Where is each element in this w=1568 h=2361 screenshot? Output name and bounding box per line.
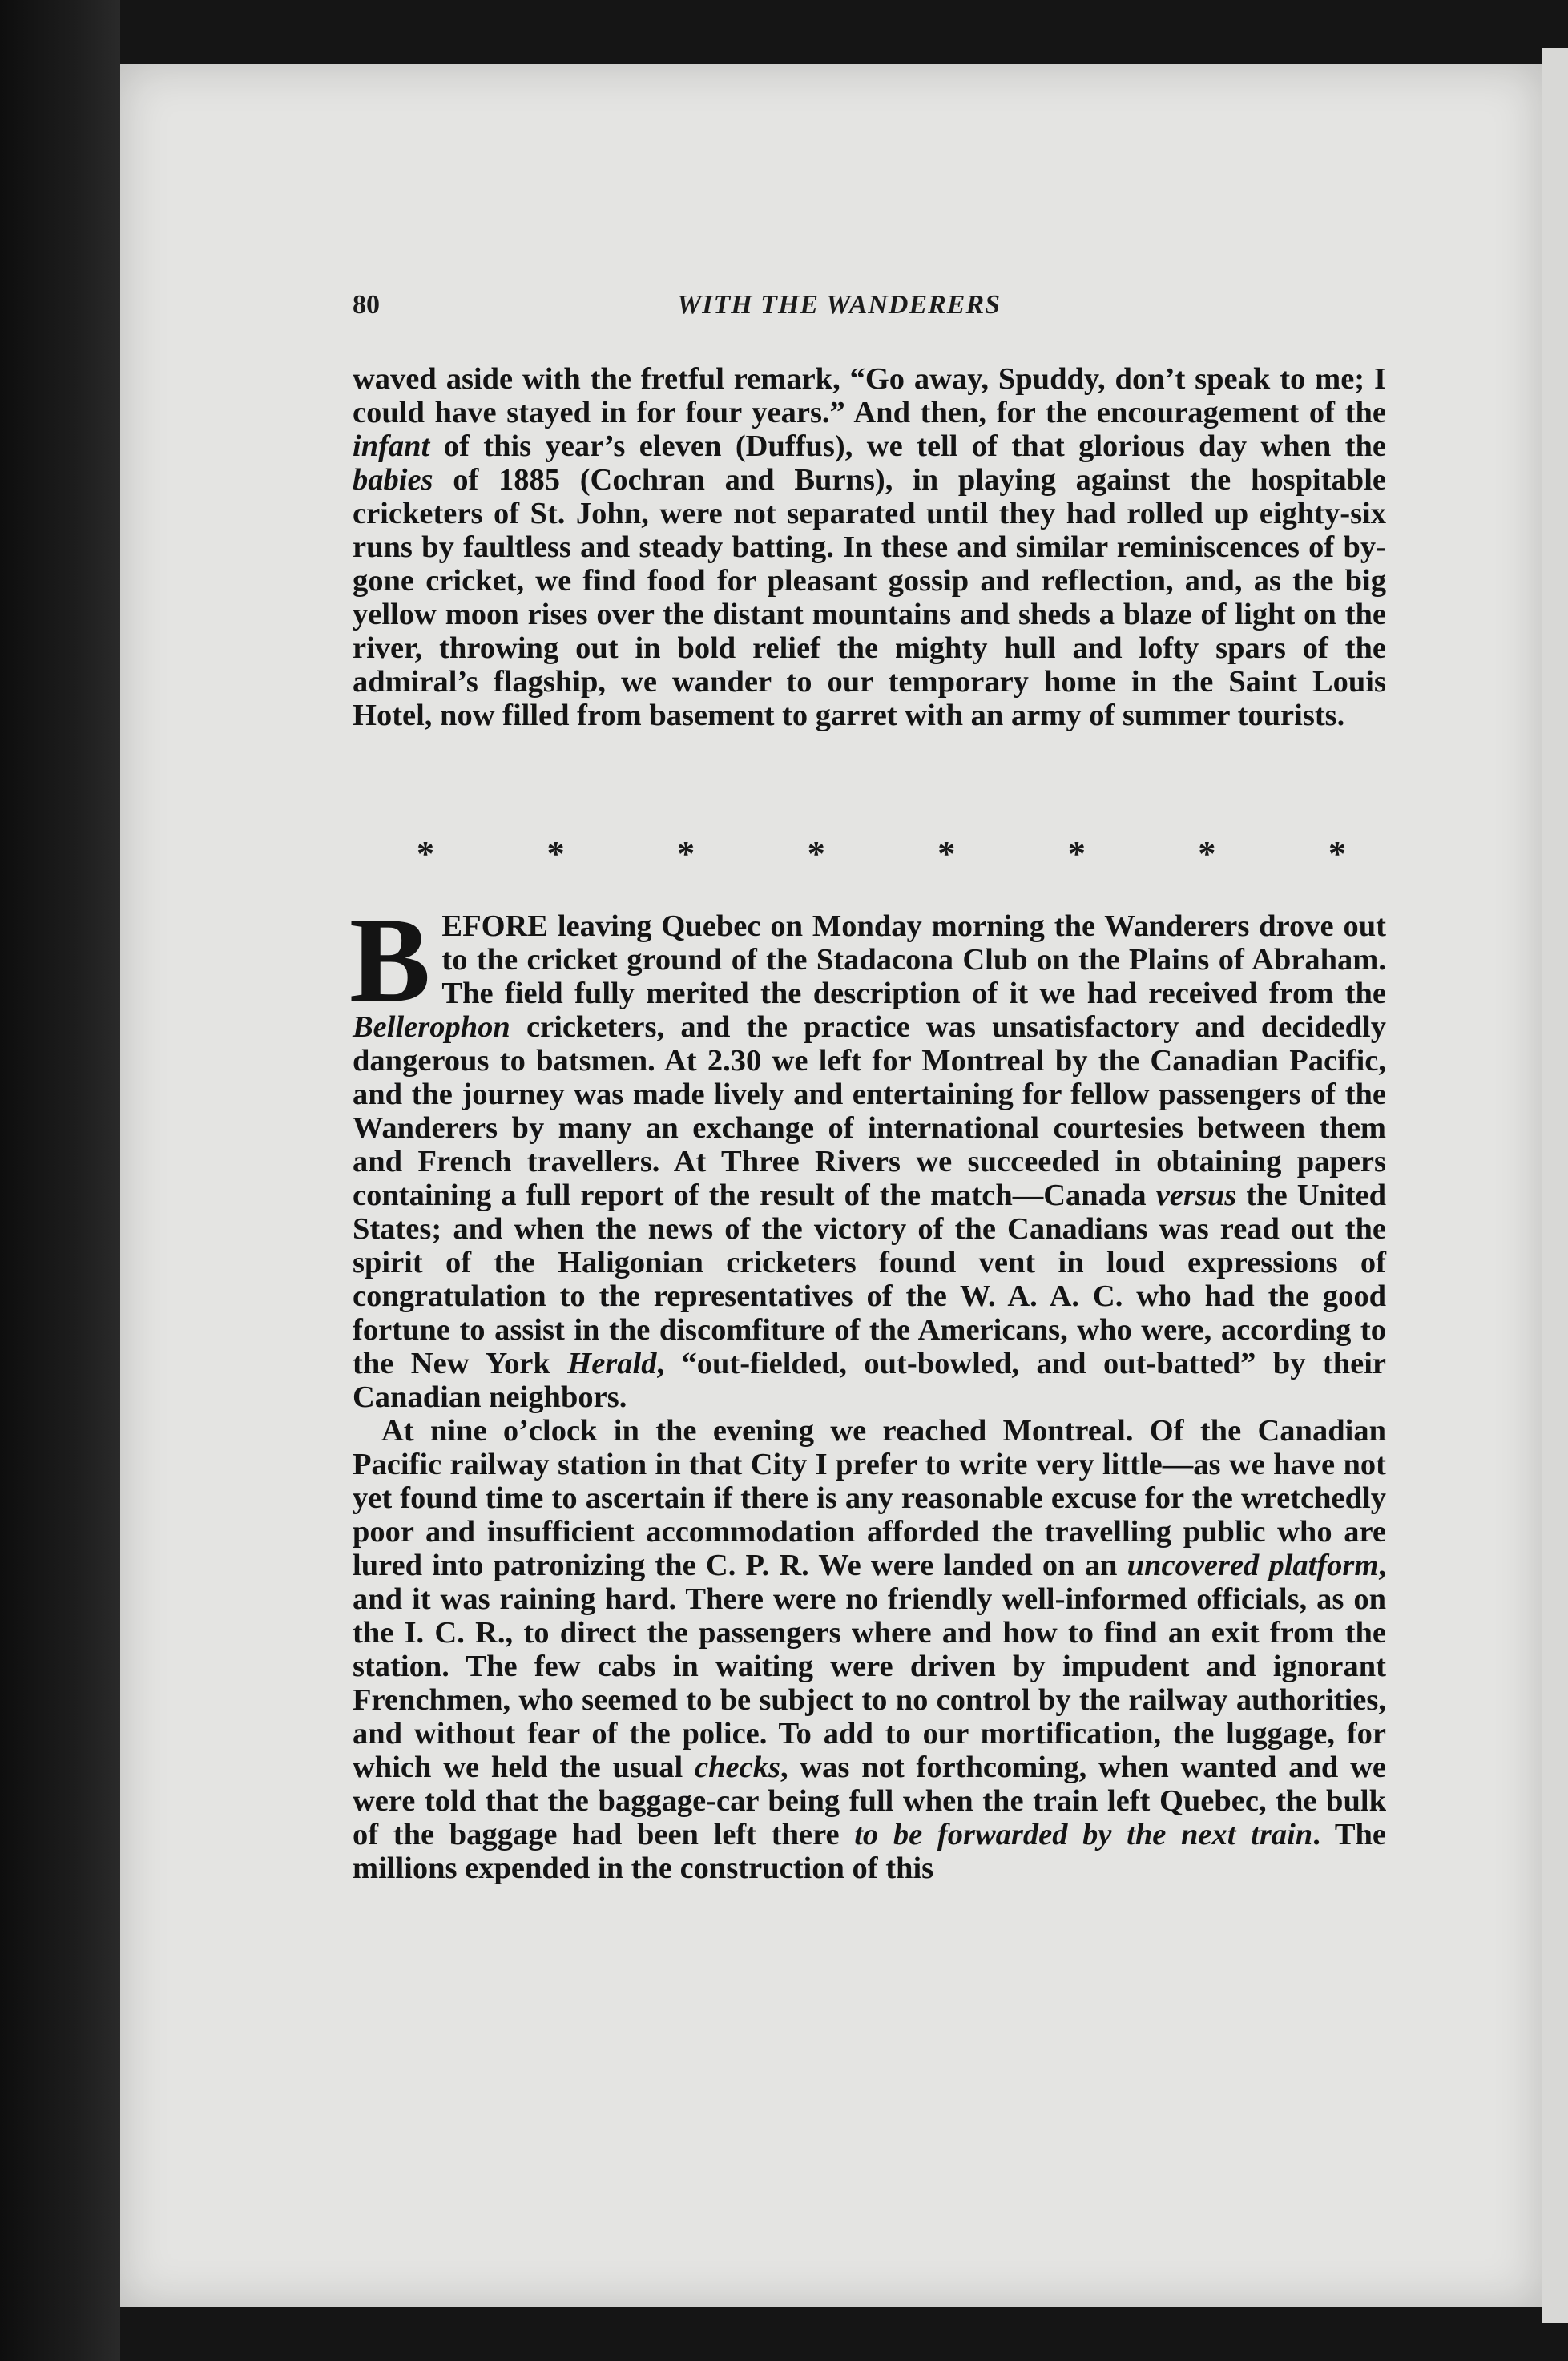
italic-run: uncovered platform <box>1127 1549 1379 1582</box>
asterisk: * <box>807 834 825 873</box>
asterisk: * <box>1328 834 1346 873</box>
italic-run: infant <box>353 429 430 463</box>
running-head <box>353 290 1394 338</box>
paragraph-3 <box>353 1414 1386 1885</box>
scan-border-left <box>0 0 120 2361</box>
text-run: cricketers, and the practice was unsatisfactory and decidedly dangerous to batsmen. At 2.30 we left for Montreal by the Canadian Pacific, and the journey was made lively and entertaining for fellow passengers of the Wanderers by many an exchange of international courtesies between them and French travellers. At Three Rivers we succeeded in obtaining papers containing a full report of the result of the match—Canada <box>353 1010 1386 1212</box>
italic-run: Herald <box>567 1347 657 1380</box>
asterisk: * <box>677 834 695 873</box>
asterisk: * <box>546 834 565 873</box>
text-run: waved aside with the fretful remark, “Go away, Spuddy, don’t speak to me; I could have stayed in for four years.” And then, for the encouragement of the <box>353 362 1386 429</box>
text-run: the United States; and when the news of the victory of the Canadians was read out the spirit of the Haligonian cricketers found vent in loud expressions of congratulation to the representatives of the W. A. A. C. who had the good fortune to assist in the discomfiture of the Americans, who were, according to the New York <box>353 1178 1386 1380</box>
text-run: At nine o’clock in the evening we reached Montreal. Of the Canadian Pacific railway station in that City I prefer to write very little—as we have not yet found time to ascertain if there is any reasonable excuse for the wretchedly poor and insufficient accommodation afforded the travelling public who are lured into patronizing the C. P. R. We were landed on an <box>353 1414 1386 1582</box>
italic-run: to be forwarded by the next train <box>854 1818 1313 1851</box>
asterisk: * <box>1198 834 1216 873</box>
italic-run: checks <box>695 1751 780 1784</box>
asterisk: * <box>1067 834 1086 873</box>
asterisk: * <box>417 834 434 873</box>
paragraph-2 <box>349 892 1387 1414</box>
scan-border-right <box>1542 48 1568 2323</box>
paragraph-1 <box>353 362 1386 732</box>
text-run: of this year’s eleven (Duffus), we tell of that glorious day when the <box>429 429 1386 463</box>
running-title: WITH THE WANDERERS <box>677 290 1002 320</box>
text-run: . The millions expended in the construction of this <box>353 1818 1386 1885</box>
text-run: , “out-fielded, out-bowled, and out-batted” by their Canadian neighbors. <box>353 1347 1387 1414</box>
section-body <box>349 892 1387 1885</box>
drop-cap: B <box>349 892 431 1027</box>
italic-run: babies <box>353 463 433 497</box>
paragraph-continued <box>353 362 1386 732</box>
italic-run: versus <box>1155 1178 1237 1212</box>
italic-run: Bellerophon <box>353 1010 510 1044</box>
text-run: of 1885 (Cochran and Burns), in playing against the hospitable cricketers of St. John, were not separated until they had rolled up eighty-six runs by faultless and steady batting. In these and similar reminiscences of by-gone cricket, we find food for pleasant gossip and reflection, and, as the big yellow moon rises over the distant mountains and sheds a blaze of light on the river, throwing out in bold relief the mighty hull and lofty spars of the admiral’s flagship, we wander to our temporary home in the Saint Louis Hotel, now filled from basement to garret with an army of summer tourists. <box>353 463 1386 732</box>
asterisk: * <box>937 834 956 873</box>
text-run: EFORE leaving Quebec on Monday morning the Wanderers drove out to the cricket ground of the Stadacona Club on the Plains of Abraham. The field fully merited the description of it we had received from the <box>441 909 1386 1010</box>
text-run: , was not forthcoming, when wanted and we were told that the baggage-car being full when the train left Quebec, the bulk of the baggage had been left there <box>353 1751 1386 1851</box>
text-run: , and it was raining hard. There were no friendly well-informed officials, as on the I. C. R., to direct the passengers where and how to find an exit from the station. The few cabs in waiting were driven by impudent and ignorant Frenchmen, who seemed to be subject to no control by the railway authorities, and without fear of the police. To add to our mortification, the luggage, for which we held the usual <box>353 1549 1386 1784</box>
page-number: 80 <box>353 290 380 320</box>
section-separator <box>417 833 1346 874</box>
